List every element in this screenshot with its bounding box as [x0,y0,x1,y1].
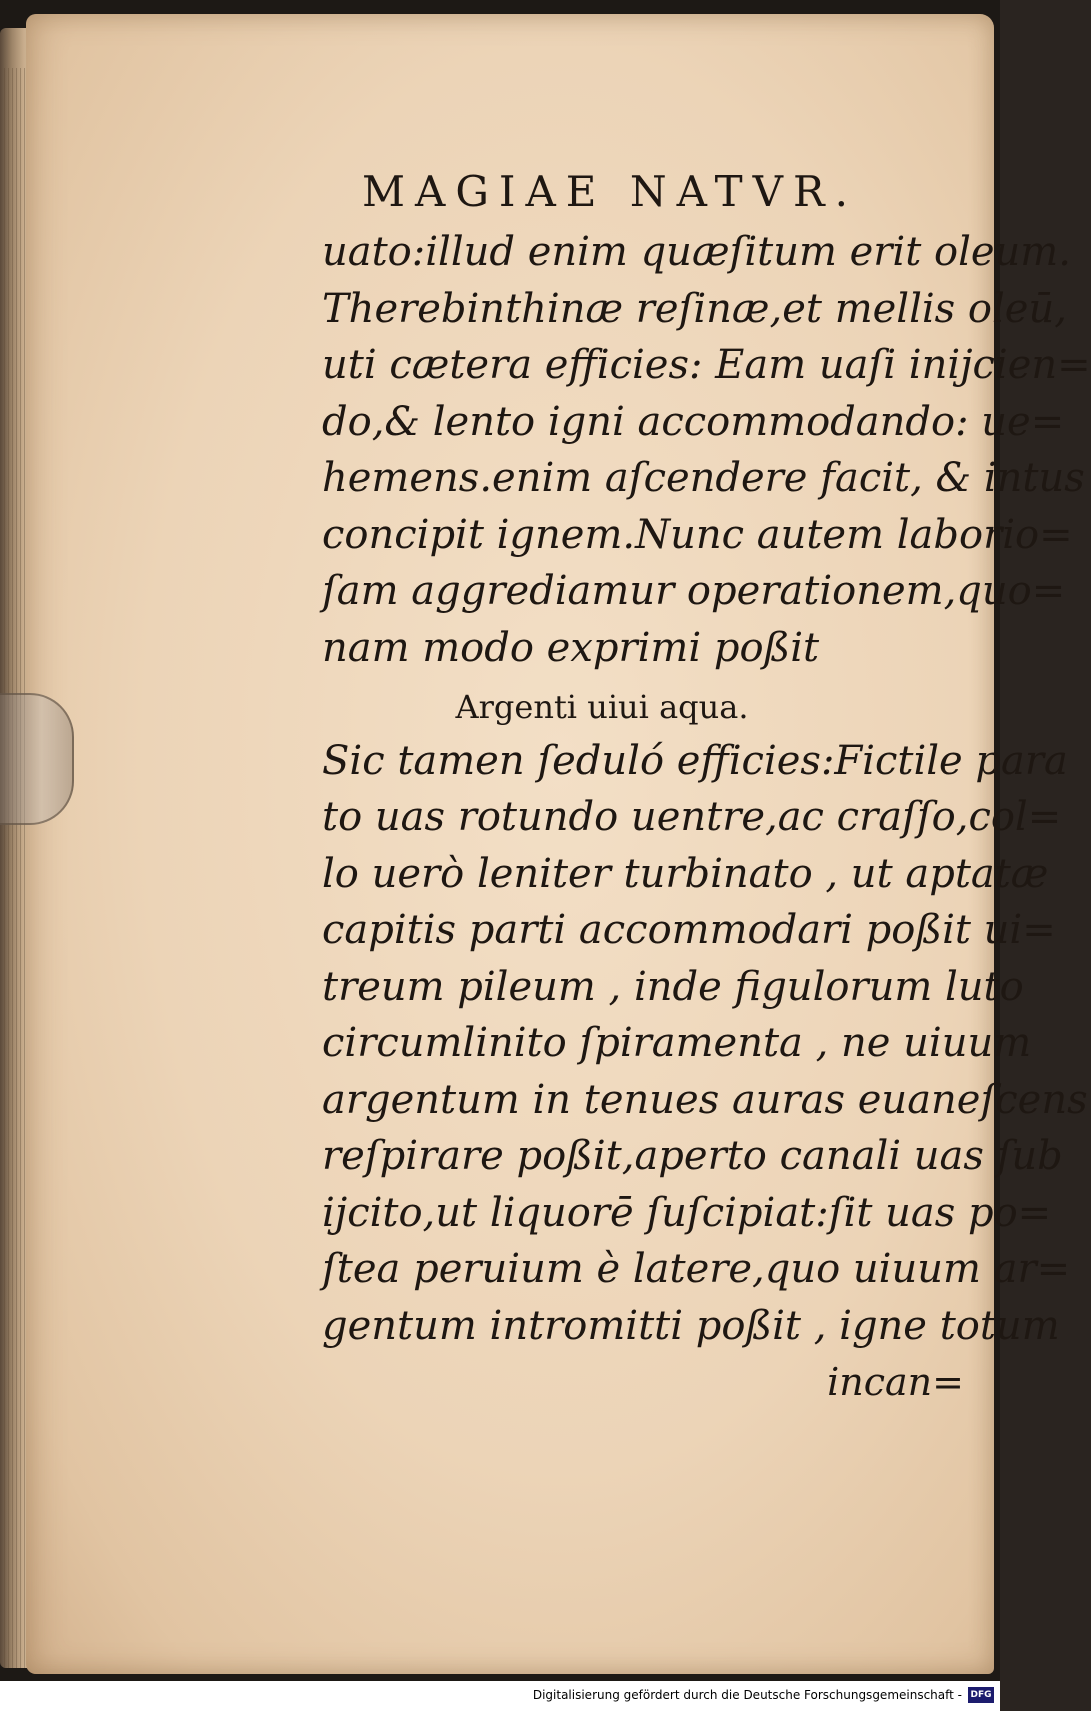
catchword: incan= [827,1360,964,1404]
text-line: do,& lento igni accommodando: ue= [322,398,1065,445]
dfg-logo: DFG [968,1687,994,1703]
text-line: lo uerò leniter turbinato , ut aptatæ [322,850,1049,897]
text-line: concipit ignem.Nunc autem laborio= [322,511,1073,558]
text-line: circumlinito ſpiramenta , ne uiuum [322,1020,1032,1066]
book-clasp [0,693,74,825]
page-text-block [322,164,1091,1411]
book-page [26,14,1091,1674]
text-line: gentum intromitti poßit , igne totum [322,1302,1060,1349]
text-line: Sic tamen ſeduló efficies:Fictile para [322,737,1068,784]
text-line: ſtea peruium è latere,quo uiuum ar= [322,1246,1071,1292]
text-line: ijcito,ut liquorē ſuſcipiat:ſit uas po= [322,1189,1052,1236]
text-line: reſpirare poßit,aperto canali uas ſub [322,1133,1063,1179]
text-line: Therebinthinæ reſinæ,et mellis oleū, [322,285,1067,332]
text-line: argentum in tenues auras euaneſcens [322,1076,1088,1123]
text-line: to uas rotundo uentre,ac craſſo,col= [322,794,1062,840]
text-line: uato:illud enim quæſitum erit oleum. [322,229,1071,275]
section-heading: Argenti uiui aqua. [455,688,749,726]
footer-bar [0,1681,1000,1711]
text-line: treum pileum , inde figulorum luto [322,963,1024,1010]
text-line: nam modo exprimi poßit [322,624,820,671]
digitization-credit: Digitalisierung gefördert durch die Deutsche Forschungsgemeinschaft - [532,1688,962,1702]
text-line: hemens.enim aſcendere facit, & intus [322,455,1085,501]
text-line: capitis parti accommodari poßit ui= [322,907,1056,953]
running-head: MAGIAE NATVR. [362,167,858,216]
text-line: uti cætera efficies: Eam uaſi inijcien= [322,342,1091,388]
text-line: ſam aggrediamur operationem,quo= [322,568,1066,614]
